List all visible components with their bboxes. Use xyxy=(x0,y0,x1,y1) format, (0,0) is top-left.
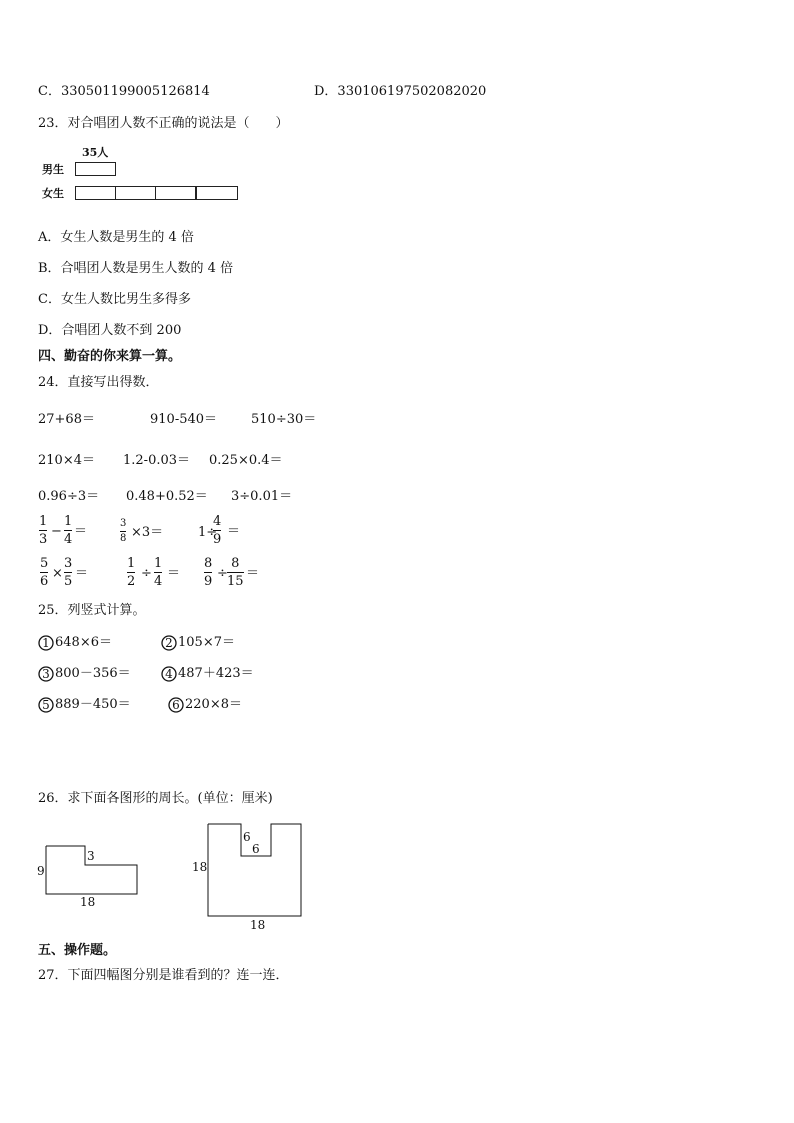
numerator: 1 xyxy=(64,514,73,529)
q25-item-6: 220×8＝ xyxy=(185,697,242,712)
q22-option-d: D．330106197502082020 xyxy=(314,84,487,99)
expression-tail: ×3＝ xyxy=(131,525,164,540)
svg-text:6: 6 xyxy=(172,698,180,712)
boys-count-label: 35人 xyxy=(82,146,109,159)
figure-1-left-label: 9 xyxy=(37,864,45,878)
operator: ÷ xyxy=(141,566,152,581)
q24-r3-e1: 0.96÷3＝ xyxy=(38,489,100,504)
figure-2-outline xyxy=(208,824,301,916)
q24-r2-e2: 1.2-0.03＝ xyxy=(123,453,191,468)
section-4-title: 四、勤奋的你来算一算。 xyxy=(38,349,182,364)
q24-r2-e3: 0.25×0.4＝ xyxy=(209,453,283,468)
girls-bar-seg-2 xyxy=(115,186,156,200)
girls-bar-seg-3 xyxy=(155,186,196,200)
q25-stem: 25．列竖式计算。 xyxy=(38,603,146,618)
fraction xyxy=(120,518,126,545)
denominator: 3 xyxy=(39,532,48,547)
q23-stem: 23．对合唱团人数不正确的说法是（ ） xyxy=(38,116,289,131)
q26-figure-2 xyxy=(190,818,310,936)
numerator: 3 xyxy=(64,556,73,571)
denominator: 5 xyxy=(64,574,73,589)
operator: − xyxy=(51,524,62,539)
denominator: 9 xyxy=(213,532,222,547)
svg-text:2: 2 xyxy=(165,636,173,650)
equals-sign: ＝ xyxy=(227,524,241,539)
numerator: 8 xyxy=(204,556,213,571)
girls-bar-seg-4 xyxy=(196,186,238,200)
expression-lead: 1÷ xyxy=(198,525,218,540)
q25-item-4: 487＋423＝ xyxy=(178,666,254,681)
figure-2-notch-width-label: 6 xyxy=(252,842,260,856)
fraction xyxy=(64,556,72,589)
q24-r1-e2: 910-540＝ xyxy=(150,412,218,427)
boys-label: 男生 xyxy=(42,163,64,176)
circled-number-4 xyxy=(161,666,177,682)
fraction xyxy=(64,514,72,547)
equals-sign: ＝ xyxy=(74,524,88,539)
girls-bar-seg-1 xyxy=(75,186,116,200)
fraction xyxy=(127,556,135,589)
operator: ÷ xyxy=(217,566,228,581)
circled-number-3 xyxy=(38,666,54,682)
svg-text:1: 1 xyxy=(42,636,50,650)
svg-text:3: 3 xyxy=(42,667,50,681)
circled-number-1 xyxy=(38,635,54,651)
numerator: 1 xyxy=(127,556,136,571)
fraction xyxy=(39,514,47,547)
circled-number-6 xyxy=(168,697,184,713)
q23-option-d: D．合唱团人数不到 200 xyxy=(38,323,182,338)
denominator: 15 xyxy=(227,574,244,589)
denominator: 2 xyxy=(127,574,136,589)
numerator: 8 xyxy=(231,556,240,571)
fraction xyxy=(227,556,244,589)
q24-r3-e3: 3÷0.01＝ xyxy=(231,489,293,504)
equals-sign: ＝ xyxy=(246,566,260,581)
q26-figure-1 xyxy=(30,838,150,913)
denominator: 4 xyxy=(64,532,73,547)
numerator: 3 xyxy=(120,518,127,529)
numerator: 1 xyxy=(39,514,48,529)
boys-bar xyxy=(75,162,116,176)
q25-item-3: 800－356＝ xyxy=(55,666,131,681)
q24-r1-e3: 510÷30＝ xyxy=(251,412,317,427)
denominator: 6 xyxy=(40,574,49,589)
q24-r3-e2: 0.48+0.52＝ xyxy=(126,489,208,504)
q23-option-c: C．女生人数比男生多得多 xyxy=(38,292,191,307)
denominator: 4 xyxy=(154,574,163,589)
q22-option-c: C．330501199005126814 xyxy=(38,84,210,99)
q24-r1-e1: 27+68＝ xyxy=(38,412,95,427)
q24-r2-e1: 210×4＝ xyxy=(38,453,95,468)
figure-2-notch-depth-label: 6 xyxy=(243,830,251,844)
denominator: 8 xyxy=(120,533,127,544)
circled-number-5 xyxy=(38,697,54,713)
q23-option-a: A．女生人数是男生的 4 倍 xyxy=(38,230,194,245)
svg-text:5: 5 xyxy=(42,698,50,712)
fraction xyxy=(40,556,48,589)
figure-2-bottom-label: 18 xyxy=(250,918,266,932)
q23-option-b: B．合唱团人数是男生人数的 4 倍 xyxy=(38,261,234,276)
equals-sign: ＝ xyxy=(167,566,181,581)
section-5-title: 五、操作题。 xyxy=(38,943,117,958)
q27-stem: 27．下面四幅图分别是谁看到的？连一连． xyxy=(38,968,289,983)
equals-sign: ＝ xyxy=(75,566,89,581)
svg-text:4: 4 xyxy=(165,667,173,681)
circled-number-2 xyxy=(161,635,177,651)
numerator: 1 xyxy=(154,556,163,571)
denominator: 9 xyxy=(204,574,213,589)
fraction xyxy=(204,556,212,589)
fraction xyxy=(154,556,162,589)
q26-stem: 26．求下面各图形的周长。(单位：厘米) xyxy=(38,791,273,806)
figure-1-notch-label: 3 xyxy=(87,849,95,863)
q25-item-1: 648×6＝ xyxy=(55,635,112,650)
operator: × xyxy=(52,566,63,581)
numerator: 4 xyxy=(213,514,222,529)
girls-label: 女生 xyxy=(42,187,64,200)
fraction xyxy=(213,514,221,547)
figure-1-bottom-label: 18 xyxy=(80,895,96,909)
figure-2-left-label: 18 xyxy=(192,860,208,874)
q24-stem: 24．直接写出得数． xyxy=(38,375,159,390)
q25-item-5: 889－450＝ xyxy=(55,697,131,712)
numerator: 5 xyxy=(40,556,49,571)
q25-item-2: 105×7＝ xyxy=(178,635,235,650)
